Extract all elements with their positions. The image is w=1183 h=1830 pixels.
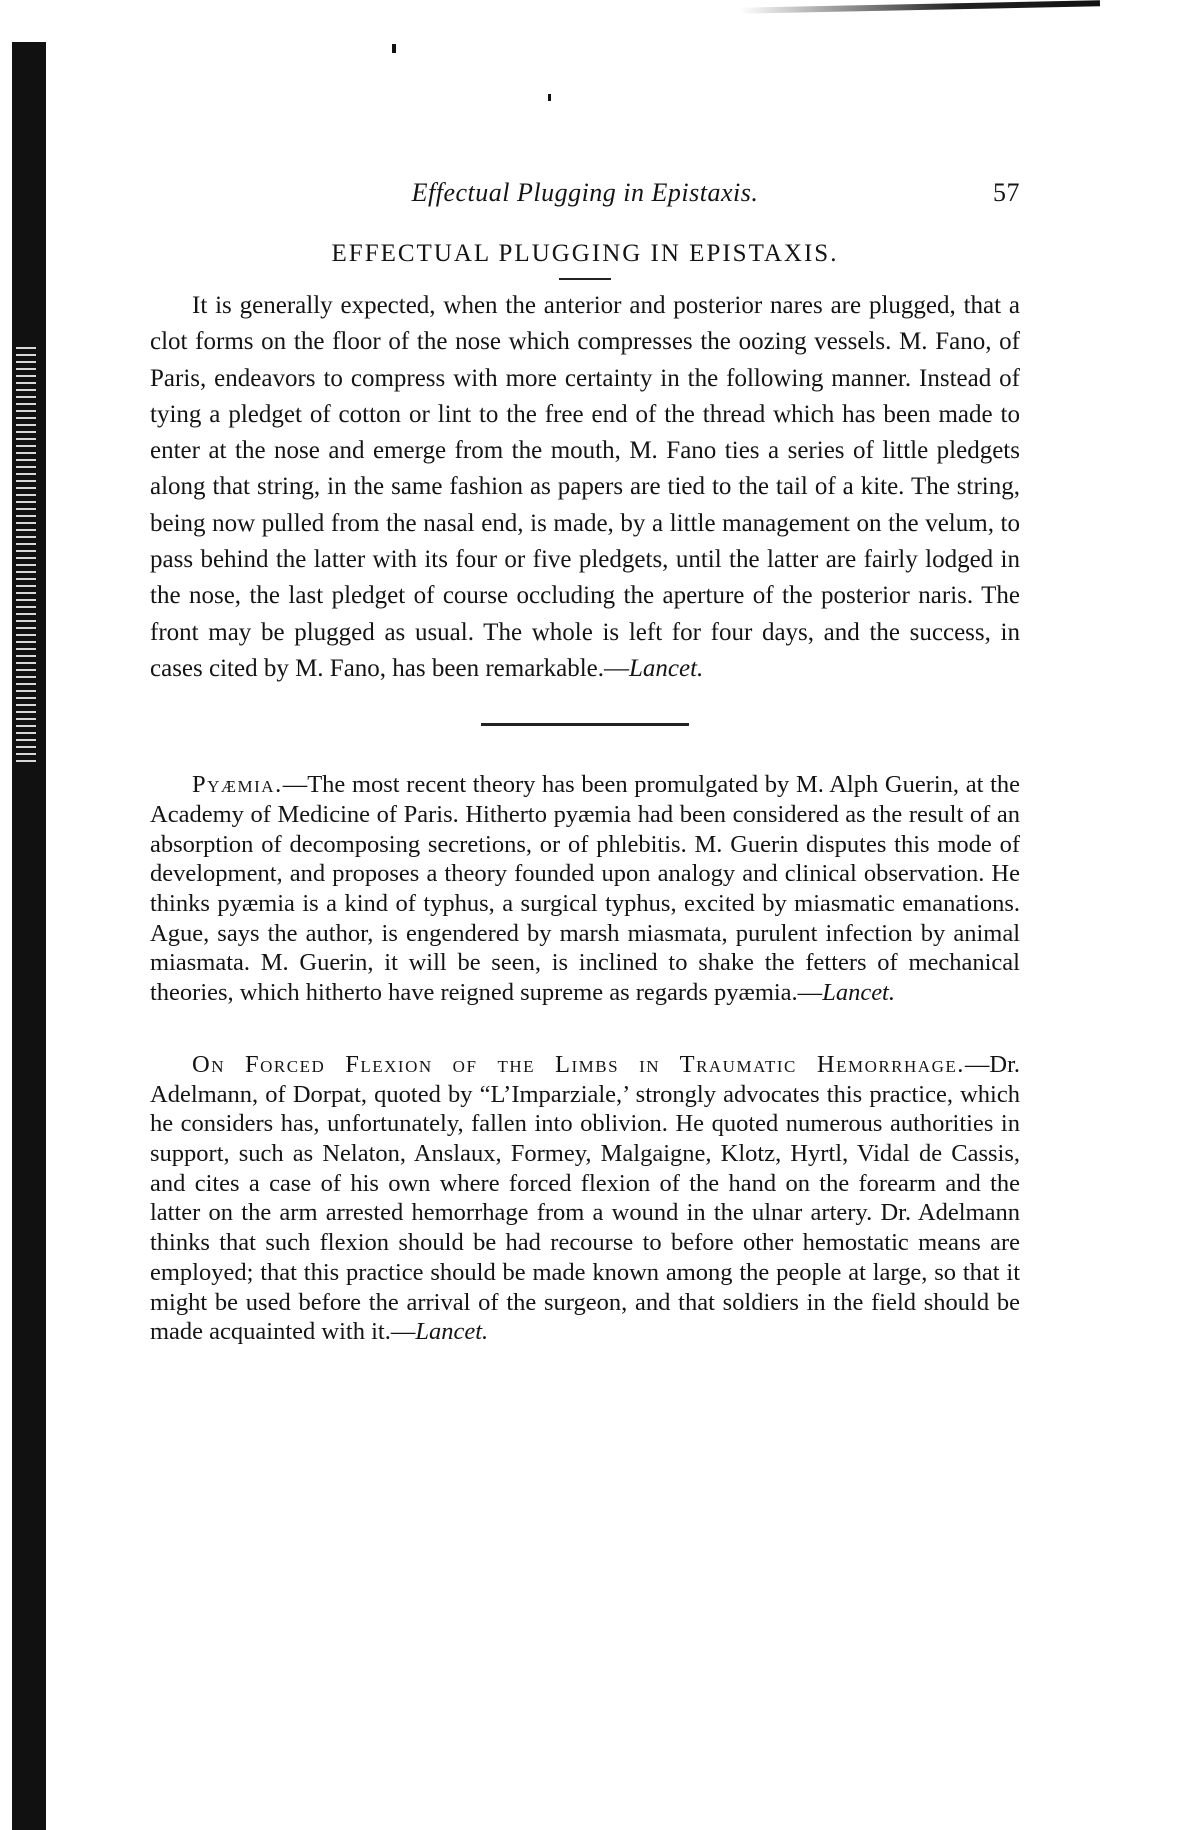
page-number: 57 bbox=[993, 178, 1020, 207]
book-page bbox=[150, 178, 1020, 1347]
article-epistaxis-body: It is generally expected, when the anterior and posterior nares are plugged, that a clot forms on the floor of the nose which compresses the oozing vessels. M. Fano, of Paris, endeavors to compress with more certainty in the following manner. Instead of tying a pledget of cotton or lint to the free end of the thread which has been made to enter at the nose and emerge from the mouth, M. Fano ties a series of little pledgets along that string, in the same fashion as papers are tied to the tail of a kite. The string, being now pulled from the nasal end, is made, by a little management on the velum, to pass behind the latter with its four or five pledgets, until the latter are fairly lodged in the nose, the last pledget of course occluding the aperture of the posterior naris. The front may be plugged as usual. The whole is left for four days, and the success, in cases cited by M. Fano, has been remarkable.— bbox=[150, 292, 1020, 682]
scan-speck bbox=[548, 94, 551, 101]
section-divider bbox=[481, 723, 689, 726]
article-pyaemia-body: —The most recent theory has been promulgated by M. Alph Guerin, at the Academy of Medicine of Paris. Hitherto pyæmia had been considered as the result of an absorption of decomposing secretions, or of phlebitis. M. Guerin disputes this mode of development, and proposes a theory founded upon analogy and clinical observation. He thinks pyæmia is a kind of typhus, a surgical typhus, excited by miasmatic emanations. Ague, says the author, is engendered by marsh miasmata, purulent infection by animal miasmata. M. Guerin, it will be seen, is inclined to shake the fetters of mechanical theories, which hitherto have reigned supreme as regards pyæmia.— bbox=[150, 771, 1020, 1007]
article-pyaemia-text bbox=[150, 770, 1020, 1008]
book-spine-shadow bbox=[12, 42, 46, 1830]
article-pyaemia-heading: Pyæmia. bbox=[192, 771, 283, 799]
article-title: EFFECTUAL PLUGGING IN EPISTAXIS. bbox=[331, 240, 839, 267]
article-flexion-body: —Dr. Adelmann, of Dorpat, quoted by “L’Imparziale,’ strongly advocates this practice, which he considers has, unfortunately, fallen into oblivion. He quoted numerous authorities in support, such as Nelaton, Anslaux, Formey, Malgaigne, Klotz, Hyrtl, Vidal de Cassis, and cites a case of his own where forced flexion of the hand on the forearm and the latter on the arm arrested hemorrhage from a wound in the ulnar artery. Dr. Adelmann thinks that such flexion should be had recourse to before other hemostatic means are employed; that this practice should be made known among the people at large, so that it might be used before the arrival of the surgeon, and that soldiers in the field should be made acquainted with it.— bbox=[150, 1050, 1020, 1346]
spine-binding-texture bbox=[16, 342, 36, 762]
article-pyaemia-source: Lancet. bbox=[822, 979, 895, 1007]
article-epistaxis-text bbox=[150, 288, 1020, 687]
scan-smudge bbox=[740, 0, 1100, 14]
running-head bbox=[150, 178, 1020, 218]
scan-speck bbox=[392, 44, 396, 53]
title-rule bbox=[559, 278, 611, 280]
paragraph-gap bbox=[150, 1008, 1020, 1050]
article-flexion-source: Lancet. bbox=[415, 1318, 489, 1346]
running-head-title: Effectual Plugging in Epistaxis. bbox=[411, 178, 759, 207]
article-epistaxis-source: Lancet. bbox=[629, 654, 704, 682]
article-flexion-heading: On Forced Flexion of the Limbs in Traumatic Hemorrhage. bbox=[192, 1050, 965, 1078]
article-flexion-text bbox=[150, 1050, 1020, 1347]
